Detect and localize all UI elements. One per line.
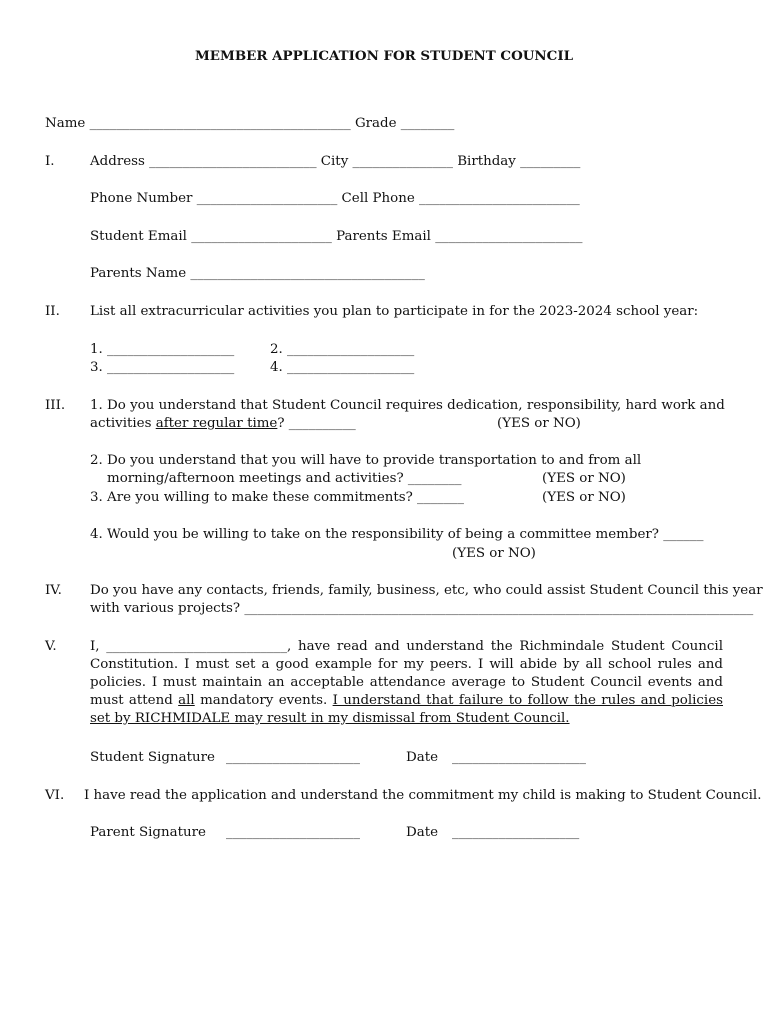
address-line: Address _________________________ City _______________ Birthday _________ xyxy=(90,154,581,169)
name-grade-line: Name _______________________________________ Grade ________ xyxy=(45,116,455,131)
question-4-line: 4. Would you be willing to take on the responsibility of being a committee member? ______ xyxy=(90,527,704,542)
activity-item-1: 1. ___________________ xyxy=(90,342,235,357)
parents-name-line: Parents Name ___________________________________ xyxy=(90,266,425,281)
parent-date-label: Date xyxy=(406,825,439,840)
question-1-line-1: 1. Do you understand that Student Council requires dedication, responsibility, hard work and xyxy=(90,398,725,413)
contacts-line-1: Do you have any contacts, friends, family, business, etc, who could assist Student Council this year xyxy=(90,583,763,598)
student-signature-label: Student Signature xyxy=(90,750,215,765)
question-1-line-2 xyxy=(90,415,356,433)
activity-item-3: 3. ___________________ xyxy=(90,360,235,375)
question-3-answer: (YES or NO) xyxy=(542,490,626,505)
section-1-numeral: I. xyxy=(45,154,55,169)
activity-item-4: 4. ___________________ xyxy=(270,360,415,375)
question-1-underlined: after regular time xyxy=(155,416,278,431)
question-2-answer: (YES or NO) xyxy=(542,471,626,486)
question-2-line-1: 2. Do you understand that you will have to provide transportation to and from all xyxy=(90,453,642,468)
parent-signature-line: ____________________ xyxy=(226,825,360,840)
dismissal-warning: I understand that failure to follow the rules and policies set by RICHMIDALE may result in my dismissal from Student Council. xyxy=(90,693,723,726)
contacts-line-2: with various projects? ____________________________________________________________________________ xyxy=(90,601,754,616)
question-4-answer: (YES or NO) xyxy=(452,546,536,561)
question-1-pre: activities xyxy=(90,416,156,431)
email-line: Student Email _____________________ Parents Email ______________________ xyxy=(90,229,583,244)
section-5-numeral: V. xyxy=(45,639,57,654)
student-signature-line: ____________________ xyxy=(226,750,360,765)
student-date-line: ____________________ xyxy=(452,750,586,765)
question-1-post: ? __________ xyxy=(277,416,356,431)
activity-item-2: 2. ___________________ xyxy=(270,342,415,357)
constitution-mid: mandatory events. xyxy=(194,693,333,708)
question-3-line: 3. Are you willing to make these commitments? _______ xyxy=(90,490,464,505)
section-6-numeral: VI. xyxy=(45,788,65,803)
parent-date-line: ___________________ xyxy=(452,825,580,840)
section-3-numeral: III. xyxy=(45,398,66,413)
constitution-statement xyxy=(90,638,723,728)
question-2-line-2: morning/afternoon meetings and activities? ________ xyxy=(107,471,462,486)
parent-signature-label: Parent Signature xyxy=(90,825,206,840)
question-1-answer: (YES or NO) xyxy=(497,416,581,431)
phone-line: Phone Number _____________________ Cell Phone ________________________ xyxy=(90,191,580,206)
constitution-text: I, ___________________________, have read and understand the Richmindale Student Council Constitution. I must set a good example for my peers. I will abide by all school rules and policies. I must maintain an acceptable attendance average to Student Council events and must attend xyxy=(90,639,723,708)
parent-statement: I have read the application and understand the commitment my child is making to Student Council. xyxy=(84,788,762,803)
section-4-numeral: IV. xyxy=(45,583,62,598)
activities-prompt: List all extracurricular activities you plan to participate in for the 2023-2024 school year: xyxy=(90,304,699,319)
constitution-all: all xyxy=(178,693,195,708)
section-2-numeral: II. xyxy=(45,304,60,319)
student-date-label: Date xyxy=(406,750,439,765)
page-title: MEMBER APPLICATION FOR STUDENT COUNCIL xyxy=(194,48,574,64)
